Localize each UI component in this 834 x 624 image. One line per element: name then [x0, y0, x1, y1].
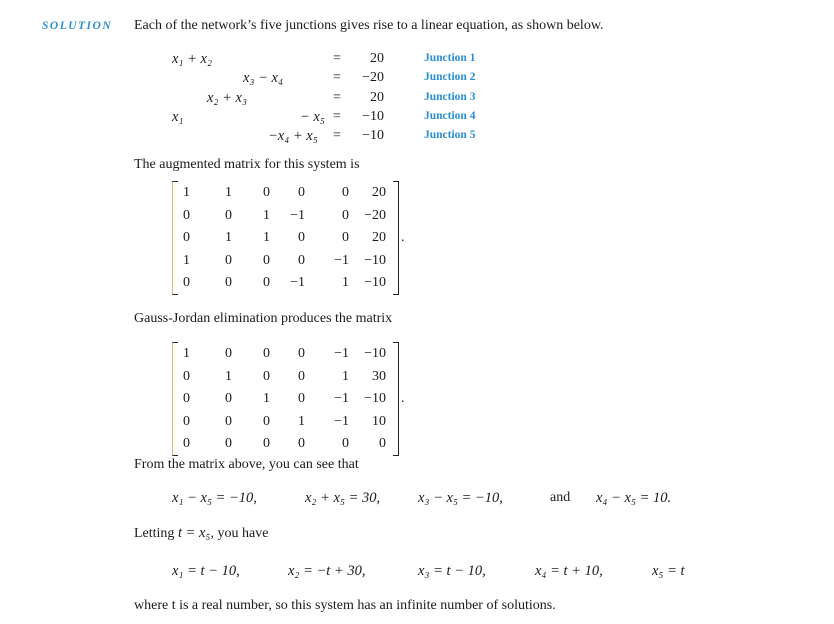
- matrix-cell: −10: [364, 391, 386, 406]
- matrix-cell: 30: [372, 368, 386, 384]
- relation-3: x₃ − x₅ = −10,: [418, 490, 503, 506]
- matrix-cell: −10: [364, 275, 386, 290]
- solution-x1: x₁ = t − 10,: [172, 563, 240, 579]
- matrix-cell: 0: [225, 207, 232, 223]
- matrix-cell: −1: [290, 207, 305, 223]
- matrix-cell: −20: [364, 207, 386, 223]
- matrix-cell: 0: [263, 275, 270, 290]
- matrix-cell: −10: [364, 252, 386, 268]
- matrix-cell: −1: [290, 275, 305, 290]
- matrix-cell: 1: [263, 391, 270, 406]
- letting-suffix: , you have: [210, 526, 269, 541]
- matrix-cell: −1: [334, 346, 349, 361]
- matrix-cell: 0: [225, 346, 232, 361]
- matrix-cell: 1: [263, 207, 270, 223]
- matrix-cell: 20: [372, 230, 386, 245]
- equation-term: x₂ + x₃: [207, 90, 247, 106]
- relation-and: and: [550, 490, 571, 505]
- matrix-cell: 0: [298, 368, 305, 384]
- matrix-cell: 0: [298, 436, 305, 451]
- matrix-cell: 0: [225, 391, 232, 406]
- junction-label: Junction 5: [424, 129, 476, 141]
- matrix-cell: 0: [298, 391, 305, 406]
- matrix-cell: 0: [263, 252, 270, 268]
- period: .: [401, 391, 405, 406]
- equation-term: − x₅: [300, 109, 325, 125]
- matrix-cell: 1: [225, 230, 232, 245]
- relation-1: x₁ − x₅ = −10,: [172, 490, 257, 506]
- matrix-cell: 0: [183, 436, 190, 451]
- matrix-cell: −10: [364, 346, 386, 361]
- conclusion-text: where t is a real number, so this system has an infinite number of solutions.: [134, 598, 556, 613]
- matrix-cell: 0: [298, 346, 305, 361]
- equation-term: −x₄ + x₅: [268, 128, 318, 144]
- matrix-cell: 0: [342, 436, 349, 451]
- matrix-cell: 1: [342, 275, 349, 290]
- matrix-cell: 0: [342, 185, 349, 200]
- equation-term: x₁: [172, 109, 184, 125]
- equals-sign: =: [333, 70, 341, 85]
- matrix-cell: 1: [183, 346, 190, 361]
- matrix-cell: 0: [263, 368, 270, 384]
- matrix-cell: 1: [298, 413, 305, 429]
- matrix-cell: −1: [334, 413, 349, 429]
- matrix-cell: 0: [225, 252, 232, 268]
- junction-label: Junction 4: [424, 110, 476, 122]
- solution-x3: x₃ = t − 10,: [418, 563, 486, 579]
- matrix-cell: 1: [225, 185, 232, 200]
- matrix-cell: 0: [225, 436, 232, 451]
- letting-math: t = x₅: [177, 525, 211, 541]
- relation-2: x₂ + x₅ = 30,: [305, 490, 381, 506]
- solution-x2: x₂ = −t + 30,: [288, 563, 366, 579]
- equation-rhs: 20: [370, 51, 384, 66]
- matrix-cell: −1: [334, 391, 349, 406]
- matrix-cell: 1: [183, 185, 190, 200]
- solution-x4: x₄ = t + 10,: [535, 563, 603, 579]
- matrix-cell: 0: [183, 413, 190, 429]
- junction-label: Junction 2: [424, 71, 476, 83]
- matrix-cell: 0: [342, 207, 349, 223]
- junction-label: Junction 1: [424, 52, 476, 64]
- matrix-cell: 0: [298, 252, 305, 268]
- matrix-cell: −1: [334, 252, 349, 268]
- matrix-cell: 0: [183, 275, 190, 290]
- matrix-cell: 0: [263, 413, 270, 429]
- matrix-cell: 0: [298, 185, 305, 200]
- relation-4: x₄ − x₅ = 10.: [596, 490, 672, 506]
- matrix-cell: 1: [263, 230, 270, 245]
- matrix-cell: 10: [372, 413, 386, 429]
- matrix-cell: 1: [225, 368, 232, 384]
- matrix-cell: 0: [342, 230, 349, 245]
- matrix-cell: 0: [263, 185, 270, 200]
- right-bracket: [393, 342, 399, 456]
- equation-term: x₁ + x₂: [172, 51, 212, 67]
- equals-sign: =: [333, 51, 341, 66]
- letting-text: [134, 526, 268, 541]
- matrix-cell: 0: [183, 391, 190, 406]
- letting-prefix: Letting: [134, 526, 178, 541]
- intro-text: Each of the network’s five junctions gives rise to a linear equation, as shown below.: [134, 18, 604, 33]
- matrix-cell: 0: [263, 436, 270, 451]
- solution-heading: SOLUTION: [42, 20, 113, 32]
- equation-rhs: −10: [362, 109, 384, 124]
- right-bracket: [393, 181, 399, 295]
- equation-rhs: 20: [370, 90, 384, 105]
- equation-term: x₃ − x₄: [243, 70, 283, 86]
- matrix-cell: 0: [183, 368, 190, 384]
- matrix-cell: 0: [263, 346, 270, 361]
- matrix-cell: 1: [183, 252, 190, 268]
- from-matrix-text: From the matrix above, you can see that: [134, 457, 359, 472]
- period: .: [401, 230, 405, 245]
- augmented-text: The augmented matrix for this system is: [134, 157, 360, 172]
- equals-sign: =: [333, 128, 341, 143]
- matrix-cell: 0: [298, 230, 305, 245]
- equals-sign: =: [333, 109, 341, 124]
- matrix-cell: 1: [342, 368, 349, 384]
- matrix-cell: 0: [225, 275, 232, 290]
- equation-rhs: −10: [362, 128, 384, 143]
- matrix-cell: 0: [183, 230, 190, 245]
- equals-sign: =: [333, 90, 341, 105]
- solution-x5: x₅ = t: [652, 563, 685, 579]
- junction-label: Junction 3: [424, 91, 476, 103]
- matrix-cell: 0: [225, 413, 232, 429]
- matrix-cell: 0: [183, 207, 190, 223]
- equation-rhs: −20: [362, 70, 384, 85]
- matrix-cell: 20: [372, 185, 386, 200]
- matrix-cell: 0: [379, 436, 386, 451]
- gauss-jordan-text: Gauss-Jordan elimination produces the matrix: [134, 311, 393, 326]
